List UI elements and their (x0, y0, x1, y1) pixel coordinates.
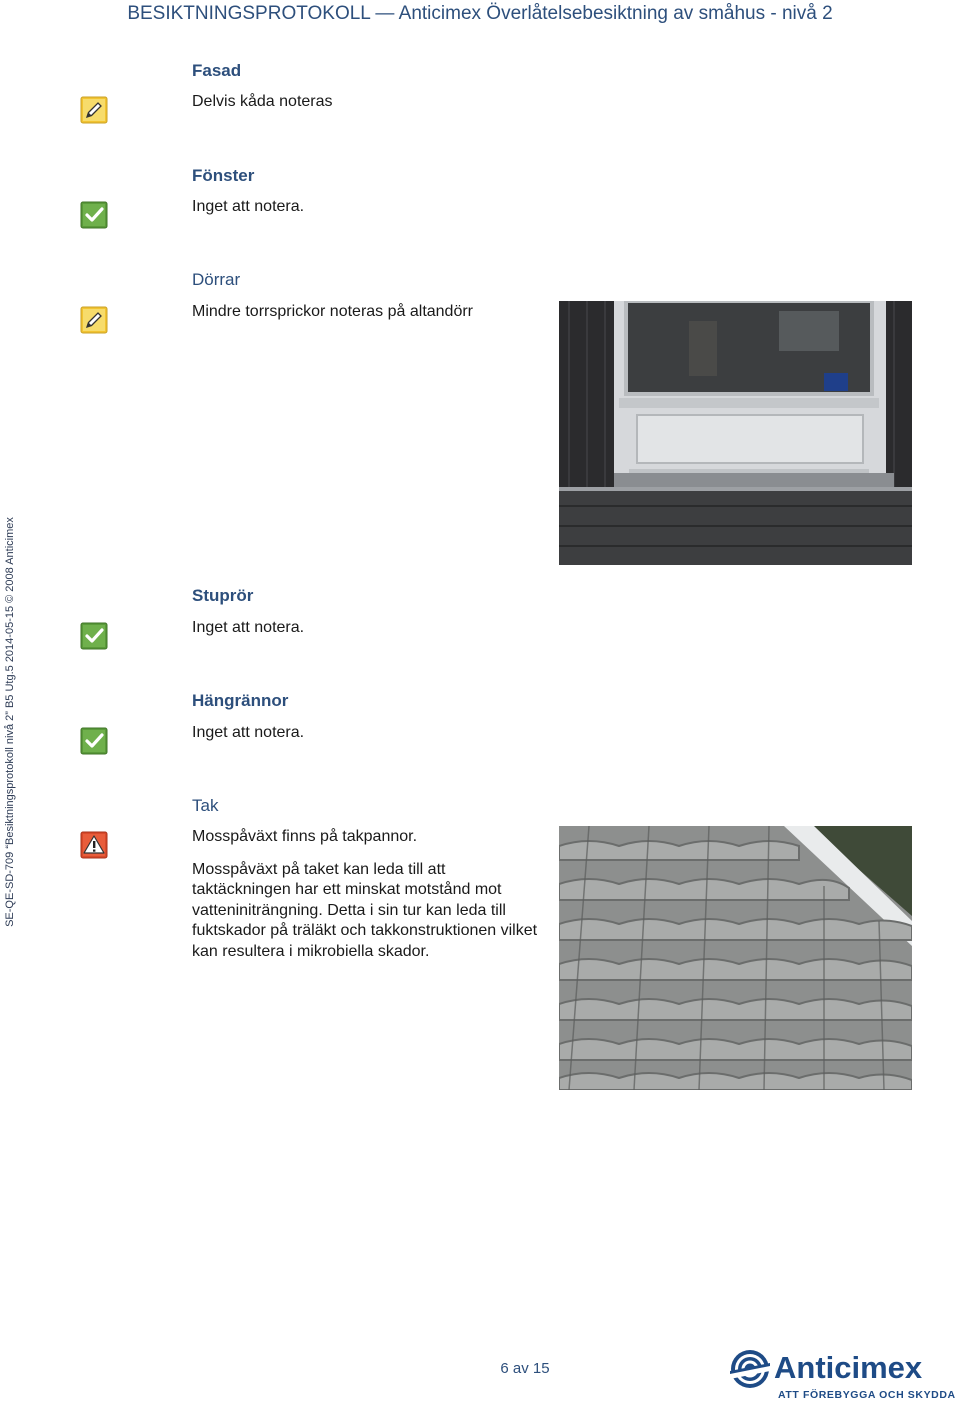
logo-name: Anticimex (774, 1350, 923, 1385)
page-number: 6 av 15 (500, 1360, 550, 1377)
roof-photo (559, 826, 912, 1090)
check-icon (80, 727, 108, 755)
section-note-fasad: Delvis kåda noteras (192, 93, 333, 110)
section-title-tak: Tak (192, 796, 219, 815)
section-note-dorrar: Mindre torrsprickor noteras på altandörr (192, 303, 474, 320)
section-note-tak: Mosspåväxt finns på takpannor. (192, 828, 418, 845)
section-note-stupror: Inget att notera. (192, 619, 305, 636)
section-note-hangrannor: Inget att notera. (192, 724, 305, 741)
section-title-hangrannor: Hängrännor (192, 691, 289, 710)
section-title-dorrar: Dörrar (192, 270, 241, 289)
document-header: BESIKTNINGSPROTOKOLL — Anticimex Överlåtelsebesiktning av småhus - nivå 2 (127, 3, 833, 24)
pencil-icon (80, 306, 108, 334)
check-icon (80, 622, 108, 650)
section-note-fonster: Inget att notera. (192, 198, 305, 215)
section-title-fonster: Fönster (192, 166, 255, 185)
section-detail-tak: Mosspåväxt på taket kan leda till att taktäckningen har ett minskat motstånd mot vatteniniträngning. Detta i sin tur kan leda till fuktskador på träläkt och takkonstruktionen vilket kan resultera i mikrobiella skador. (192, 861, 538, 960)
warning-icon (80, 831, 108, 859)
door-photo (559, 301, 912, 565)
section-title-fasad: Fasad (192, 61, 242, 80)
logo-tagline: ATT FÖREBYGGA OCH SKYDDA (778, 1389, 956, 1401)
section-title-stupror: Stuprör (192, 586, 254, 605)
pencil-icon (80, 96, 108, 124)
anticimex-logo (728, 1349, 958, 1404)
anticimex-logo-mark (730, 1350, 770, 1388)
check-icon (80, 201, 108, 229)
